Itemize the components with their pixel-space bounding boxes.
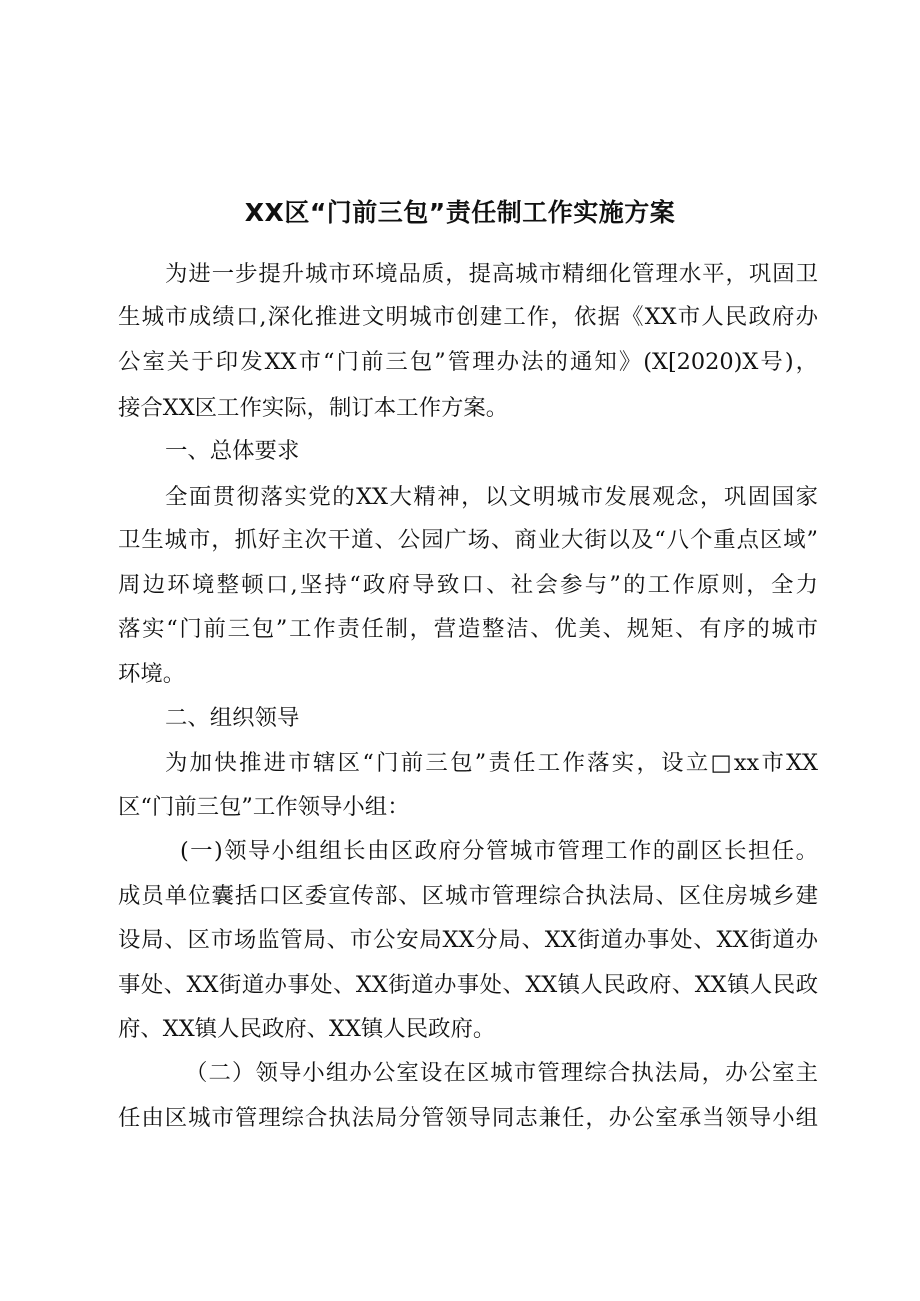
document-title: XX区“门前三包”责任制工作实施方案: [244, 198, 676, 227]
paragraph-line: 成员单位囊括口区委宣传部、区城市管理综合执法局、区住房城乡建: [118, 883, 818, 909]
paragraph-line: 为加快推进市辖区“门前三包”责任工作落实，设立□xx市XX: [165, 750, 818, 776]
paragraph-line: 全面贯彻落实党的XX大精神，以文明城市发展观念，巩固国家: [165, 484, 818, 510]
paragraph-line: 为进一步提升城市环境品质，提高城市精细化管理水平，巩固卫: [165, 261, 818, 287]
section-heading: 一、总体要求: [165, 438, 300, 464]
paragraph-line: 卫生城市，抓好主次干道、公园广场、商业大街以及“八个重点区域”: [118, 527, 818, 553]
paragraph-line: 落实“门前三包”工作责任制，营造整洁、优美、规矩、有序的城市: [118, 616, 818, 642]
paragraph-line: 环境。: [118, 661, 186, 687]
paragraph-line: 任由区城市管理综合执法局分管领导同志兼任，办公室承当领导小组: [118, 1105, 818, 1131]
paragraph-line: 设局、区市场监管局、市公安局XX分局、XX街道办事处、XX街道办: [118, 927, 818, 953]
paragraph-line: （二）领导小组办公室设在区城市管理综合执法局，办公室主: [185, 1060, 818, 1086]
paragraph-line: 区“门前三包”工作领导小组：: [118, 794, 410, 820]
paragraph-line: 生城市成绩口,深化推进文明城市创建工作，依据《XX市人民政府办: [118, 304, 818, 330]
paragraph-line: 公室关于印发XX市“门前三包”管理办法的通知》(X[2020)X号)，: [118, 349, 818, 375]
paragraph-line: (一)领导小组组长由区政府分管城市管理工作的副区长担任。: [180, 838, 818, 864]
paragraph-line: 接合XX区工作实际，制订本工作方案。: [118, 395, 509, 421]
section-heading: 二、组织领导: [165, 705, 300, 731]
paragraph-line: 周边环境整顿口,坚持“政府导致口、社会参与”的工作原则，全力: [118, 572, 818, 598]
paragraph-line: 事处、XX街道办事处、XX街道办事处、XX镇人民政府、XX镇人民政: [118, 972, 818, 998]
paragraph-line: 府、XX镇人民政府、XX镇人民政府。: [118, 1016, 496, 1042]
